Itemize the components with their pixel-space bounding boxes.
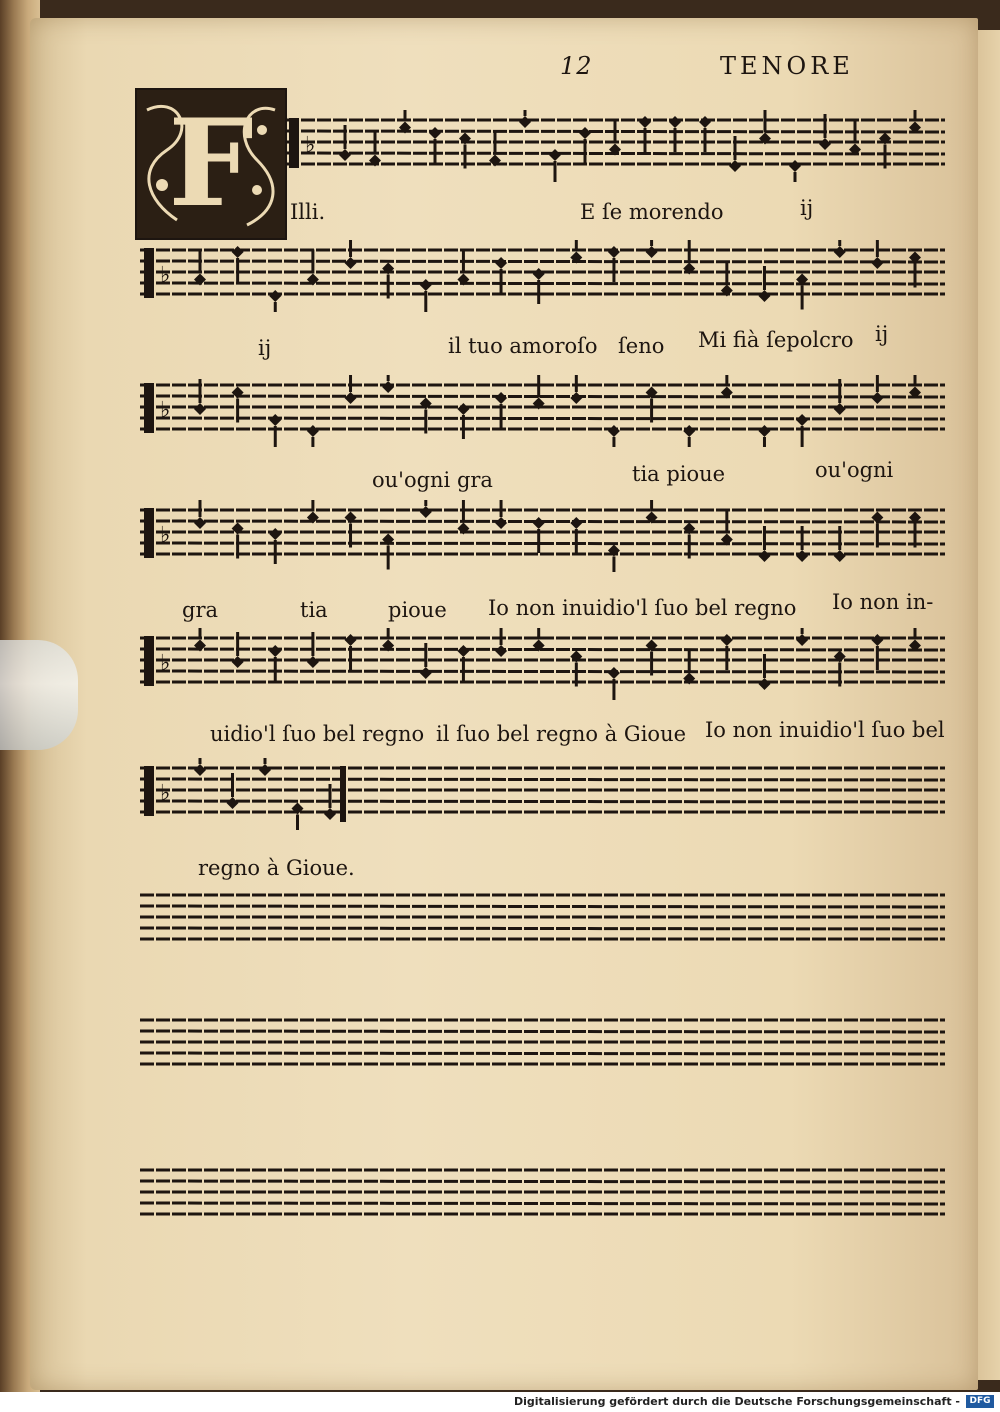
staff-line: [140, 1181, 945, 1182]
note-head: [339, 149, 351, 161]
note-head: [457, 645, 469, 657]
note-head: [608, 667, 620, 679]
note-head: [834, 403, 846, 415]
note-head: [382, 381, 394, 393]
staff-line: [140, 906, 945, 907]
note-head: [758, 550, 770, 562]
staff-7-empty: [140, 885, 945, 957]
note-head: [420, 506, 432, 518]
staff-line: [140, 779, 945, 780]
staff-line: [140, 1203, 945, 1204]
staff-2: [140, 240, 945, 312]
note-head: [269, 645, 281, 657]
note-head: [324, 808, 336, 820]
note-head: [420, 279, 432, 291]
staff-line: [140, 801, 945, 802]
note-head: [608, 246, 620, 258]
lyric-line2-c: ſeno: [618, 334, 665, 358]
lyric-line4-e: Io non in-: [832, 590, 934, 614]
footer-bar: [0, 1392, 1000, 1412]
note-head: [669, 116, 681, 128]
lyric-line5-a: uidio'l ſuo bel regno: [210, 722, 425, 746]
footer-credit: Digitalisierung gefördert durch die Deutsche Forschungsgemeinschaft -: [513, 1395, 960, 1408]
staff-9-empty: [140, 1160, 945, 1232]
staff-line: [140, 671, 945, 672]
note-head: [519, 116, 531, 128]
note-head: [227, 797, 239, 809]
note-head: [758, 290, 770, 302]
note-head: [495, 257, 507, 269]
note-head: [871, 392, 883, 404]
staff-line: [140, 261, 945, 262]
note-head: [796, 550, 808, 562]
staff-5: [140, 628, 945, 700]
note-head: [269, 528, 281, 540]
lyric-line5-b: il ſuo bel regno à Gioue: [436, 722, 687, 746]
lyric-line2-a: ij: [258, 336, 272, 360]
note-head: [796, 414, 808, 426]
flat-icon: ♭: [160, 781, 171, 806]
flat-icon: ♭: [160, 523, 171, 548]
note-head: [269, 290, 281, 302]
note-head: [345, 392, 357, 404]
note-head: [307, 425, 319, 437]
page-number: 12: [560, 52, 593, 80]
note-head: [345, 634, 357, 646]
note-head: [721, 634, 733, 646]
note-head: [194, 764, 206, 776]
lyric-line4-b: tia: [300, 598, 328, 622]
staff-6: [140, 758, 945, 830]
note-head: [549, 149, 561, 161]
flat-icon: ♭: [160, 651, 171, 676]
flat-icon: ♭: [160, 398, 171, 423]
note-head: [533, 517, 545, 529]
lyric-line2-b: il tuo amoroſo: [448, 334, 598, 358]
lyric-line5-c: Io non inuidio'l ſuo bel: [705, 718, 945, 742]
note-head: [729, 160, 741, 172]
note-head: [758, 678, 770, 690]
clef-icon: [144, 636, 154, 686]
note-head: [699, 116, 711, 128]
note-head: [495, 392, 507, 404]
note-head: [232, 246, 244, 258]
lyric-line1-c: ij: [800, 196, 814, 220]
lyric-line6-a: regno à Gioue.: [198, 856, 355, 880]
lyric-line4-c: pioue: [388, 598, 447, 622]
clef-icon: [144, 508, 154, 558]
note-head: [429, 127, 441, 139]
note-head: [495, 517, 507, 529]
note-head: [570, 517, 582, 529]
note-head: [269, 414, 281, 426]
page-clip: [0, 640, 78, 750]
clef-icon: [289, 118, 299, 168]
voice-label: TENORE: [720, 52, 854, 80]
lyric-line4-d: Io non inuidio'l ſuo bel regno: [488, 596, 797, 620]
note-head: [871, 634, 883, 646]
lyric-line2-d: Mi fià ſepolcro: [698, 328, 854, 352]
note-head: [871, 257, 883, 269]
decorated-initial: [135, 88, 287, 240]
lyric-line3-c: ou'ogni: [815, 458, 894, 482]
staff-4: [140, 500, 945, 572]
note-head: [758, 425, 770, 437]
note-head: [789, 160, 801, 172]
clef-icon: [144, 766, 154, 816]
staff-line: [140, 283, 945, 284]
note-head: [834, 246, 846, 258]
note-head: [639, 116, 651, 128]
note-head: [834, 550, 846, 562]
staff-8-empty: [140, 1010, 945, 1082]
flat-icon: ♭: [160, 263, 171, 288]
note-head: [646, 246, 658, 258]
staff-line: [140, 543, 945, 544]
final-barline: [340, 766, 346, 822]
note-head: [232, 656, 244, 668]
note-head: [819, 138, 831, 150]
note-head: [307, 656, 319, 668]
staff-3: [140, 375, 945, 447]
note-head: [259, 764, 271, 776]
staff-line: [140, 649, 945, 650]
staff-line: [140, 418, 945, 419]
dfg-logo: DFG: [966, 1395, 994, 1408]
lyric-line1-a: Illi.: [290, 200, 326, 224]
note-head: [796, 634, 808, 646]
lyric-line3-b: tia pioue: [632, 462, 726, 486]
clef-icon: [144, 383, 154, 433]
flat-icon: ♭: [305, 133, 316, 158]
lyric-line2-e: ij: [875, 322, 889, 346]
staff-1: [285, 110, 945, 182]
note-head: [420, 667, 432, 679]
note-head: [533, 268, 545, 280]
lyric-line3-a: ou'ogni gra: [372, 468, 493, 492]
note-head: [345, 257, 357, 269]
staff-line: [140, 1031, 945, 1032]
lyric-line1-b: E ſe morendo: [580, 200, 724, 224]
staff-line: [140, 928, 945, 929]
note-head: [579, 127, 591, 139]
clef-icon: [144, 248, 154, 298]
staff-line: [140, 396, 945, 397]
note-head: [194, 403, 206, 415]
note-head: [194, 517, 206, 529]
note-head: [683, 425, 695, 437]
note-head: [608, 425, 620, 437]
note-head: [495, 645, 507, 657]
note-head: [457, 403, 469, 415]
initial-letter: F: [168, 93, 254, 234]
staff-line: [140, 1053, 945, 1054]
lyric-line4-a: gra: [182, 598, 219, 622]
note-head: [570, 392, 582, 404]
